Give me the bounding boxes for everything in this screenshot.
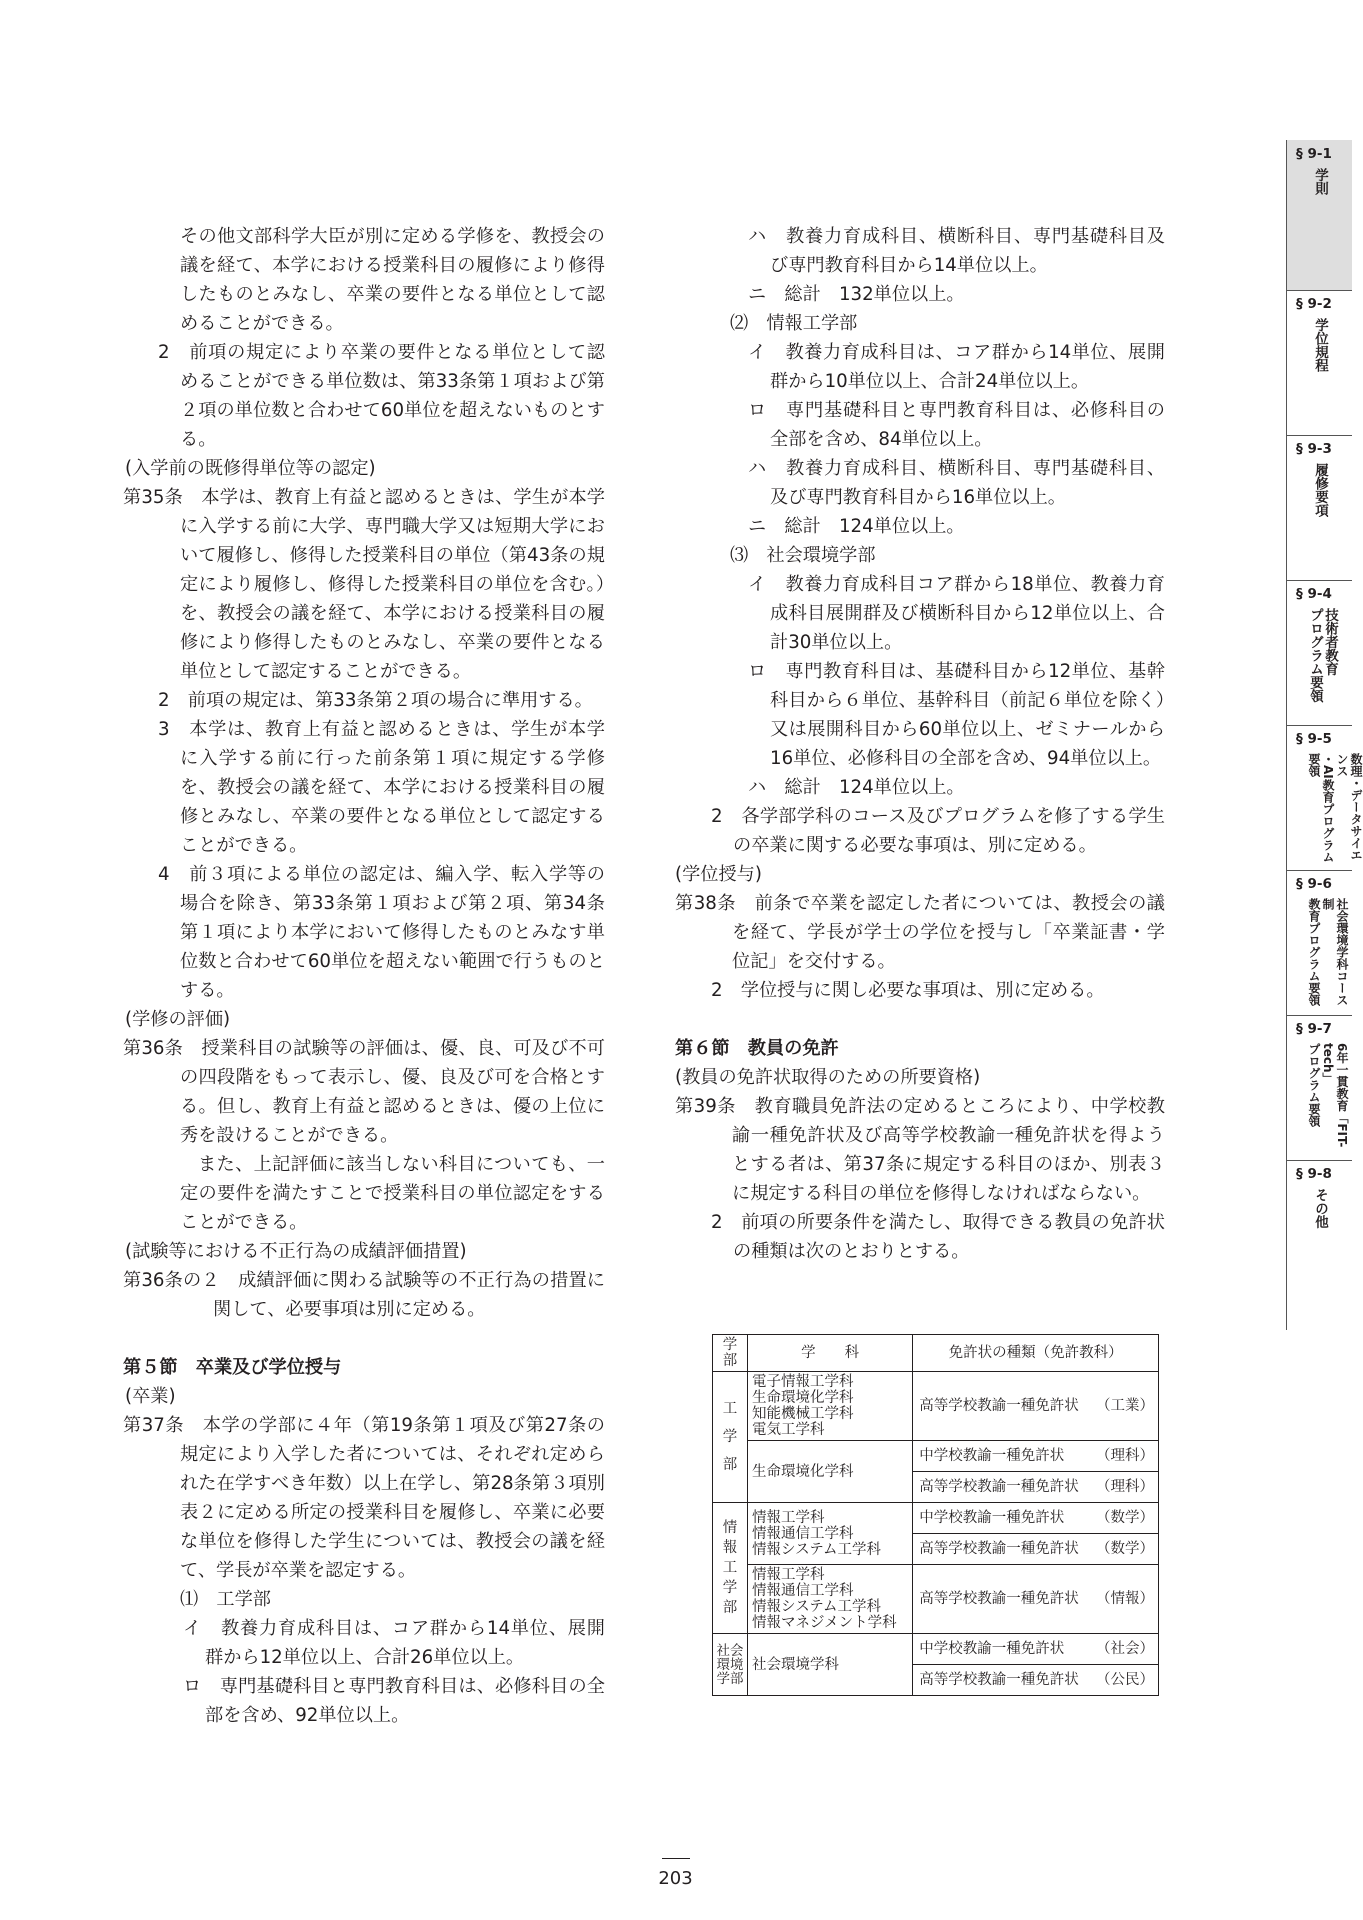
department-cell: 生命環境化学科 (748, 1441, 913, 1503)
paragraph: 2 前項の規定は、第33条第２項の場合に準用する。 (158, 690, 593, 711)
item: ⑵ 情報工学部 (730, 313, 858, 334)
department-cell: 情報工学科 情報通信工学科 情報システム工学科 (748, 1503, 913, 1565)
license-cell: 高等学校教諭一種免許状 （工業） (913, 1372, 1159, 1441)
page-number: 203 (658, 1868, 693, 1889)
department-cell: 情報工学科 情報通信工学科 情報システム工学科 情報マネジメント学科 (748, 1565, 913, 1634)
paragraph: 4 前３項による単位の認定は、編入学、転入学等の場合を除き、第33条第１項および第２項、第34条第１項により本学において修得したものとみなす単位数と合わせて60単位を超えない範囲で行うものとする。 (158, 864, 605, 1001)
sidebar-tab-9-1[interactable]: § 9-1 学則 (1287, 140, 1352, 291)
sidebar-tab-9-3[interactable]: § 9-3 履修要項 (1287, 435, 1352, 581)
section-index-sidebar (1286, 140, 1363, 1330)
sidebar-tab-9-6[interactable]: § 9-6 社会環境学科コース制 教育プログラム要領 (1287, 870, 1352, 1016)
sidebar-tab-9-8[interactable]: § 9-8 その他 (1296, 1166, 1332, 1229)
sub-item: イ 教養力育成科目は、コア群から14単位、展開群から10単位以上、合計24単位以上。 (748, 342, 1165, 392)
caption: (入学前の既修得単位等の認定) (125, 458, 376, 479)
article-37: 第37条 本学の学部に４年（第19条第１項及び第27条の規定により入学した者については、それぞれ定められた在学すべき年数）以上在学し、第28条第３項別表２に定める所定の授業科目を履修し、卒業に必要な単位を修得した学生については、教授会の議を経て、学長が卒業を認定する。 (123, 1415, 605, 1581)
sub-item: ニ 総計 124単位以上。 (748, 516, 965, 537)
department-cell: 社会環境学科 (748, 1634, 913, 1696)
license-cell: 高等学校教諭一種免許状 （公民） (913, 1665, 1159, 1696)
license-cell: 中学校教諭一種免許状 （社会） (913, 1634, 1159, 1665)
article-36-2: 第36条の２ 成績評価に関わる試験等の不正行為の措置に関して、必要事項は別に定める。 (123, 1270, 605, 1320)
table-row (713, 1503, 1159, 1534)
sub-item: ハ 教養力育成科目、横断科目、専門基礎科目、及び専門教育科目から16単位以上。 (748, 458, 1165, 508)
article-35: 第35条 本学は、教育上有益と認めるときは、学生が本学に入学する前に大学、専門職大学又は短期大学において履修し、修得した授業科目の単位（第43条の規定により履修し、修得した授業科目の単位を含む。）を、教授会の議を経て、本学における授業科目の履修により修得したものとみなし、卒業の要件となる単位として認定することができる。 (123, 487, 605, 682)
item: ⑶ 社会環境学部 (730, 545, 876, 566)
right-column (675, 222, 1165, 1266)
table-row (713, 1441, 1159, 1472)
license-cell: 高等学校教諭一種免許状 （数学） (913, 1534, 1159, 1565)
sub-item: ハ 教養力育成科目、横断科目、専門基礎科目及び専門教育科目から14単位以上。 (748, 226, 1165, 276)
paragraph: 2 前項の規定により卒業の要件となる単位として認めることができる単位数は、第33条第１項および第２項の単位数と合わせて60単位を超えないものとする。 (158, 342, 605, 450)
faculty-engineering: 工 学 部 (713, 1372, 748, 1503)
caption: (教員の免許状取得のための所要資格) (675, 1067, 981, 1088)
license-cell: 中学校教諭一種免許状 （数学） (913, 1503, 1159, 1534)
sidebar-tab-9-2[interactable]: § 9-2 学位規程 (1287, 290, 1352, 436)
paragraph: その他文部科学大臣が別に定める学修を、教授会の議を経て、本学における授業科目の履修により修得したものとみなし、卒業の要件となる単位として認めることができる。 (180, 226, 605, 334)
header-license: 免許状の種類（免許教科） (913, 1335, 1159, 1372)
sub-item: イ 教養力育成科目は、コア群から14単位、展開群から12単位以上、合計26単位以上。 (183, 1618, 605, 1668)
sidebar-tab-9-7[interactable]: § 9-7 6年一貫教育「FIT-tech」 プログラム要領 (1287, 1015, 1352, 1161)
license-cell: 中学校教諭一種免許状 （理科） (913, 1441, 1159, 1472)
table-header-row (713, 1335, 1159, 1372)
sidebar-tab-9-4[interactable]: § 9-4 技術者教育 プログラム要領 (1287, 580, 1352, 726)
sub-item: イ 教養力育成科目コア群から18単位、教養力育成科目展開群及び横断科目から12単位以上、合計30単位以上。 (748, 574, 1165, 653)
paragraph: 3 本学は、教育上有益と認めるときは、学生が本学に入学する前に行った前条第１項に規定する学修を、教授会の議を経て、本学における授業科目の履修とみなし、卒業の要件となる単位として認定することができる。 (158, 719, 605, 856)
caption: (学修の評価) (125, 1009, 231, 1030)
table-row (713, 1634, 1159, 1665)
section-heading: 第５節 卒業及び学位授与 (123, 1357, 342, 1378)
article-39: 第39条 教育職員免許法の定めるところにより、中学校教諭一種免許状及び高等学校教諭一種免許状を得ようとする者は、第37条に規定する科目のほか、別表３に規定する科目の単位を修得しなければならない。 (675, 1096, 1165, 1204)
article-36: 第36条 授業科目の試験等の評価は、優、良、可及び不可の四段階をもって表示し、優、良及び可を合格とする。但し、教育上有益と認めるときは、優の上位に秀を設けることができる。 (123, 1038, 605, 1146)
caption: (試験等における不正行為の成績評価措置) (125, 1241, 467, 1262)
table-row (713, 1372, 1159, 1441)
paragraph: 2 前項の所要条件を満たし、取得できる教員の免許状の種類は次のとおりとする。 (711, 1212, 1165, 1262)
section-heading: 第６節 教員の免許 (675, 1038, 839, 1059)
license-cell: 高等学校教諭一種免許状 （情報） (913, 1565, 1159, 1634)
sub-item: ハ 総計 124単位以上。 (748, 777, 965, 798)
item: ⑴ 工学部 (180, 1589, 271, 1610)
paragraph: また、上記評価に該当しない科目についても、一定の要件を満たすことで授業科目の単位認定をすることができる。 (180, 1154, 605, 1233)
paragraph: 2 各学部学科のコース及びプログラムを修了する学生の卒業に関する必要な事項は、別に定める。 (711, 806, 1165, 856)
table-row (713, 1565, 1159, 1634)
caption: (卒業) (125, 1386, 176, 1407)
license-table (712, 1334, 1159, 1696)
caption: (学位授与) (675, 864, 762, 885)
left-column (123, 222, 605, 1730)
sub-item: ニ 総計 132単位以上。 (748, 284, 965, 305)
faculty-information: 情 報 工 学 部 (713, 1503, 748, 1634)
sub-item: ロ 専門教育科目は、基礎科目から12単位、基幹科目から６単位、基幹科目（前記６単位を除く）又は展開科目から60単位以上、ゼミナールから16単位、必修科目の全部を含め、94単位以上。 (748, 661, 1165, 769)
paragraph: 2 学位授与に関し必要な事項は、別に定める。 (711, 980, 1105, 1001)
article-38: 第38条 前条で卒業を認定した者については、教授会の議を経て、学長が学士の学位を授与し「卒業証書・学位記」を交付する。 (675, 893, 1165, 972)
header-faculty: 学部 (713, 1335, 748, 1372)
header-department: 学 科 (748, 1335, 913, 1372)
department-cell: 電子情報工学科 生命環境化学科 知能機械工学科 電気工学科 (748, 1372, 913, 1441)
faculty-social-environment: 社会 環境 学部 (713, 1634, 748, 1696)
page-number-rule (662, 1858, 690, 1859)
sub-item: ロ 専門基礎科目と専門教育科目は、必修科目の全部を含め、84単位以上。 (748, 400, 1165, 450)
sub-item: ロ 専門基礎科目と専門教育科目は、必修科目の全部を含め、92単位以上。 (183, 1676, 605, 1726)
license-cell: 高等学校教諭一種免許状 （理科） (913, 1472, 1159, 1503)
sidebar-tab-9-5[interactable]: § 9-5 数理・データサイエンス ・AI教育プログラム要領 (1287, 725, 1352, 871)
